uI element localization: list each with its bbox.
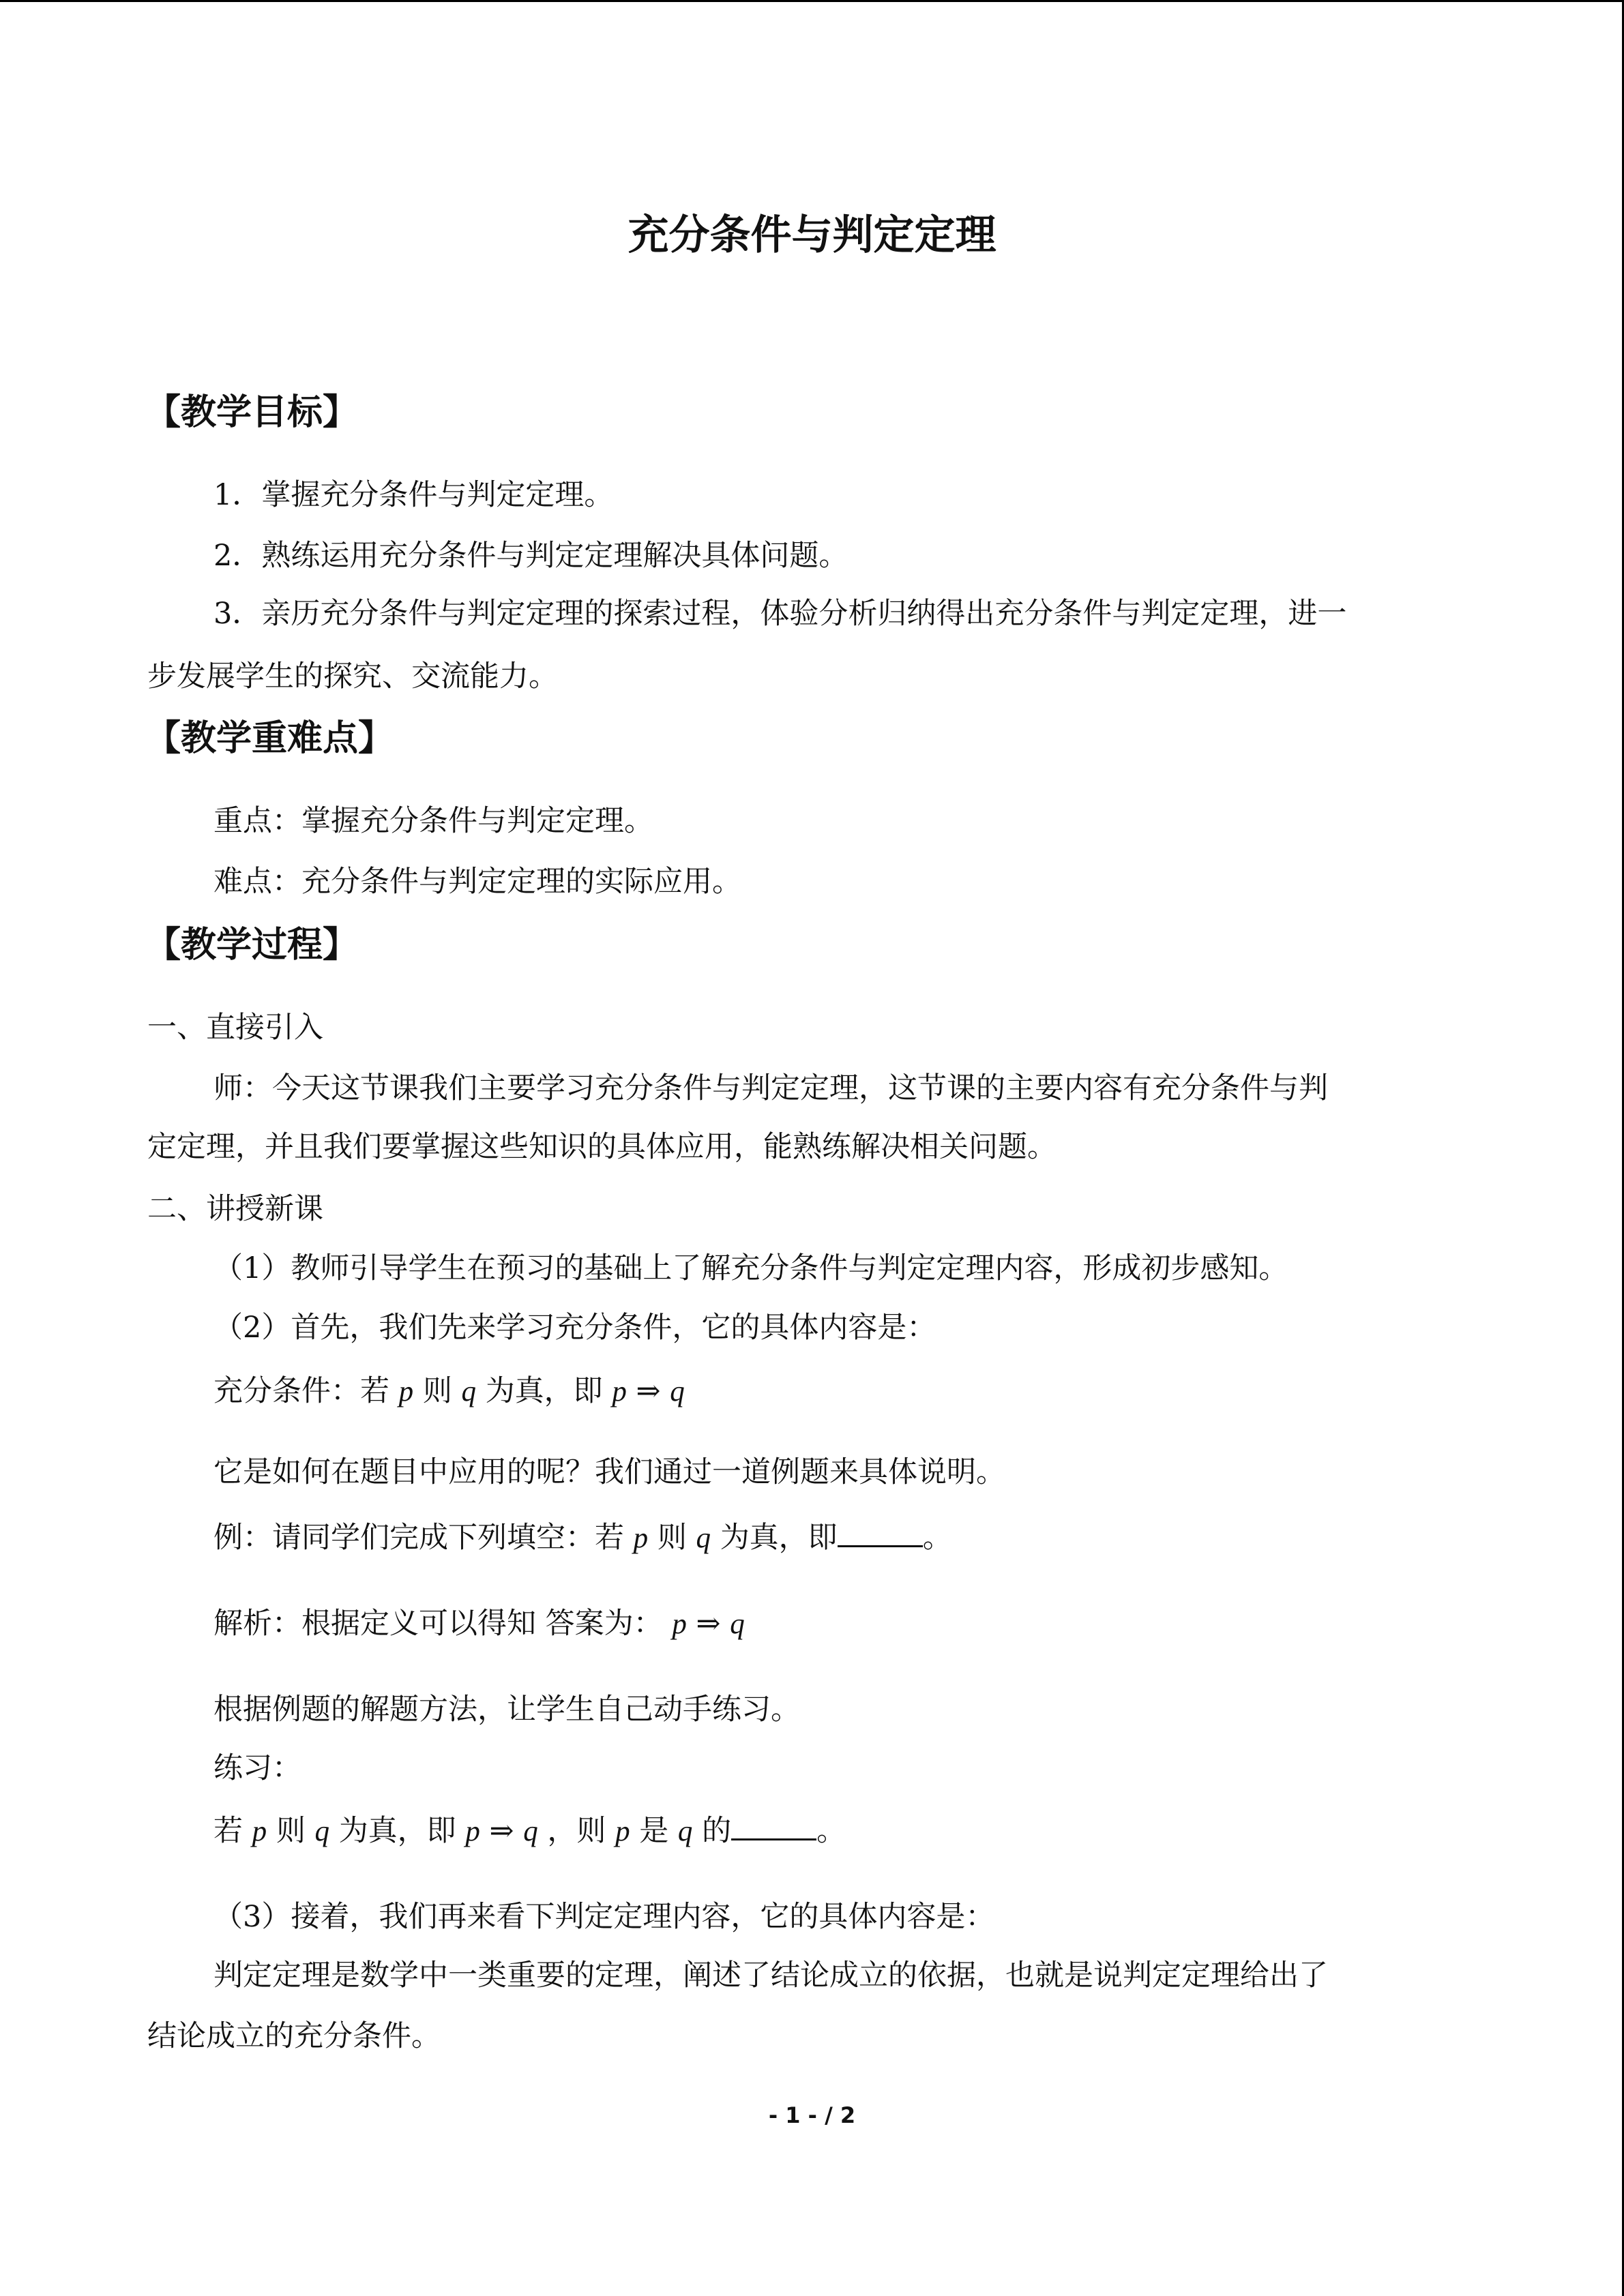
- part1-text-2: 定定理，并且我们要掌握这些知识的具体应用，能熟练解决相关问题。: [147, 1130, 1057, 1164]
- analysis-line: 解析：根据定义可以得知 答案为： p ⇒ q: [213, 1607, 745, 1641]
- example-line: 例：请同学们完成下列填空：若 p 则 q 为真，即 。: [213, 1517, 952, 1559]
- step-2: （2）首先，我们先来学习充分条件，它的具体内容是：: [213, 1311, 936, 1345]
- goal-item-3-cont: 步发展学生的探究、交流能力。: [147, 659, 558, 694]
- goal-item-2: 2．熟练运用充分条件与判定定理解决具体问题。: [213, 539, 848, 573]
- page-border-top: [0, 0, 1624, 2]
- practice-line: 若 p 则 q 为真，即 p ⇒ q ，则 p 是 q 的 。: [213, 1810, 846, 1852]
- part1-title: 一、直接引入: [147, 1011, 323, 1045]
- practice-blank[interactable]: [731, 1811, 816, 1840]
- keypoint-difficult: 难点：充分条件与判定定理的实际应用。: [213, 865, 741, 899]
- goals-heading: 【教学目标】: [145, 392, 359, 433]
- apply-text: 它是如何在题目中应用的呢？我们通过一道例题来具体说明。: [213, 1455, 1005, 1489]
- theorem-text-2: 结论成立的充分条件。: [147, 2019, 441, 2053]
- process-heading: 【教学过程】: [145, 925, 359, 966]
- part2-title: 二、讲授新课: [147, 1192, 323, 1226]
- goal-item-1: 1．掌握充分条件与判定定理。: [213, 478, 614, 512]
- step-3: （3）接着，我们再来看下判定定理内容，它的具体内容是：: [213, 1900, 995, 1934]
- example-blank[interactable]: [838, 1518, 923, 1547]
- theorem-text-1: 判定定理是数学中一类重要的定理，阐述了结论成立的依据，也就是说判定定理给出了: [213, 1958, 1328, 1993]
- definition-line: 充分条件：若 p 则 q 为真，即 p ⇒ q: [213, 1374, 685, 1408]
- page-title: 充分条件与判定定理: [628, 211, 996, 259]
- practice-label: 练习：: [213, 1751, 301, 1785]
- goal-item-3: 3．亲历充分条件与判定定理的探索过程，体验分析归纳得出充分条件与判定定理，进一: [213, 597, 1347, 631]
- practice-intro: 根据例题的解题方法，让学生自己动手练习。: [213, 1693, 800, 1727]
- step-1: （1）教师引导学生在预习的基础上了解充分条件与判定定理内容，形成初步感知。: [213, 1251, 1288, 1285]
- page-number: - 1 - / 2: [768, 2102, 856, 2128]
- keypoints-heading: 【教学重难点】: [145, 718, 394, 759]
- part1-text-1: 师：今天这节课我们主要学习充分条件与判定定理，这节课的主要内容有充分条件与判: [213, 1071, 1328, 1105]
- keypoint-important: 重点：掌握充分条件与判定定理。: [213, 804, 653, 838]
